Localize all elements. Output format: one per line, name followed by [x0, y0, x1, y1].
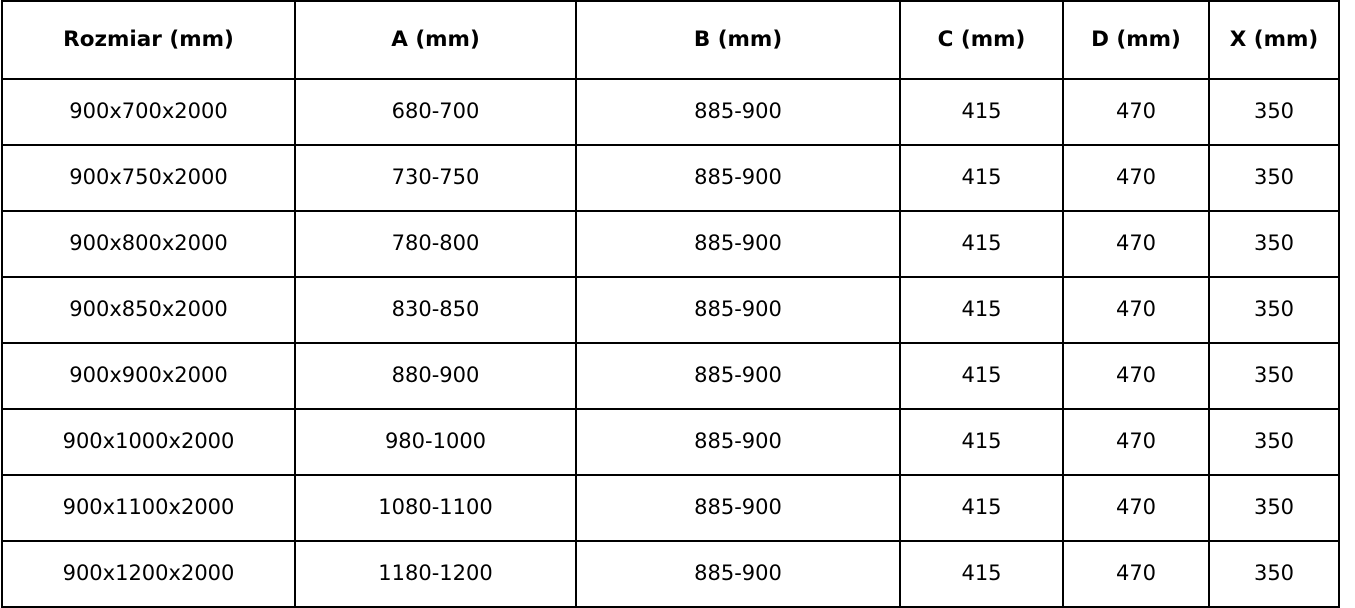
cell-x: 350 [1209, 409, 1339, 475]
cell-size: 900x750x2000 [2, 145, 295, 211]
cell-b: 885-900 [576, 79, 900, 145]
cell-a: 780-800 [295, 211, 576, 277]
cell-d: 470 [1063, 79, 1209, 145]
table-row [2, 343, 1339, 409]
cell-c: 415 [900, 277, 1063, 343]
cell-x: 350 [1209, 79, 1339, 145]
cell-a: 1180-1200 [295, 541, 576, 607]
cell-b: 885-900 [576, 475, 900, 541]
column-header-c: C (mm) [900, 1, 1063, 79]
cell-size: 900x700x2000 [2, 79, 295, 145]
cell-a: 730-750 [295, 145, 576, 211]
cell-d: 470 [1063, 211, 1209, 277]
cell-c: 415 [900, 211, 1063, 277]
cell-size: 900x1000x2000 [2, 409, 295, 475]
cell-c: 415 [900, 409, 1063, 475]
cell-size: 900x850x2000 [2, 277, 295, 343]
cell-size: 900x800x2000 [2, 211, 295, 277]
column-header-a: A (mm) [295, 1, 576, 79]
cell-c: 415 [900, 343, 1063, 409]
column-header-b: B (mm) [576, 1, 900, 79]
cell-d: 470 [1063, 343, 1209, 409]
table-row [2, 475, 1339, 541]
cell-x: 350 [1209, 541, 1339, 607]
column-header-x: X (mm) [1209, 1, 1339, 79]
cell-x: 350 [1209, 343, 1339, 409]
cell-d: 470 [1063, 409, 1209, 475]
column-header-size: Rozmiar (mm) [2, 1, 295, 79]
cell-size: 900x1100x2000 [2, 475, 295, 541]
cell-c: 415 [900, 541, 1063, 607]
cell-d: 470 [1063, 145, 1209, 211]
dimensions-table [1, 0, 1340, 608]
cell-a: 880-900 [295, 343, 576, 409]
cell-b: 885-900 [576, 541, 900, 607]
column-header-d: D (mm) [1063, 1, 1209, 79]
cell-b: 885-900 [576, 343, 900, 409]
table-body [2, 79, 1339, 607]
cell-a: 1080-1100 [295, 475, 576, 541]
cell-x: 350 [1209, 211, 1339, 277]
cell-x: 350 [1209, 277, 1339, 343]
table-row [2, 79, 1339, 145]
cell-size: 900x900x2000 [2, 343, 295, 409]
table-header [2, 1, 1339, 79]
table-header-row [2, 1, 1339, 79]
cell-c: 415 [900, 79, 1063, 145]
table-row [2, 211, 1339, 277]
cell-a: 980-1000 [295, 409, 576, 475]
cell-x: 350 [1209, 145, 1339, 211]
cell-d: 470 [1063, 475, 1209, 541]
table-row [2, 145, 1339, 211]
table-row [2, 409, 1339, 475]
cell-d: 470 [1063, 541, 1209, 607]
cell-c: 415 [900, 145, 1063, 211]
cell-c: 415 [900, 475, 1063, 541]
cell-x: 350 [1209, 475, 1339, 541]
table-row [2, 541, 1339, 607]
cell-size: 900x1200x2000 [2, 541, 295, 607]
cell-b: 885-900 [576, 277, 900, 343]
cell-b: 885-900 [576, 409, 900, 475]
cell-b: 885-900 [576, 145, 900, 211]
cell-a: 680-700 [295, 79, 576, 145]
table-row [2, 277, 1339, 343]
cell-b: 885-900 [576, 211, 900, 277]
cell-d: 470 [1063, 277, 1209, 343]
cell-a: 830-850 [295, 277, 576, 343]
